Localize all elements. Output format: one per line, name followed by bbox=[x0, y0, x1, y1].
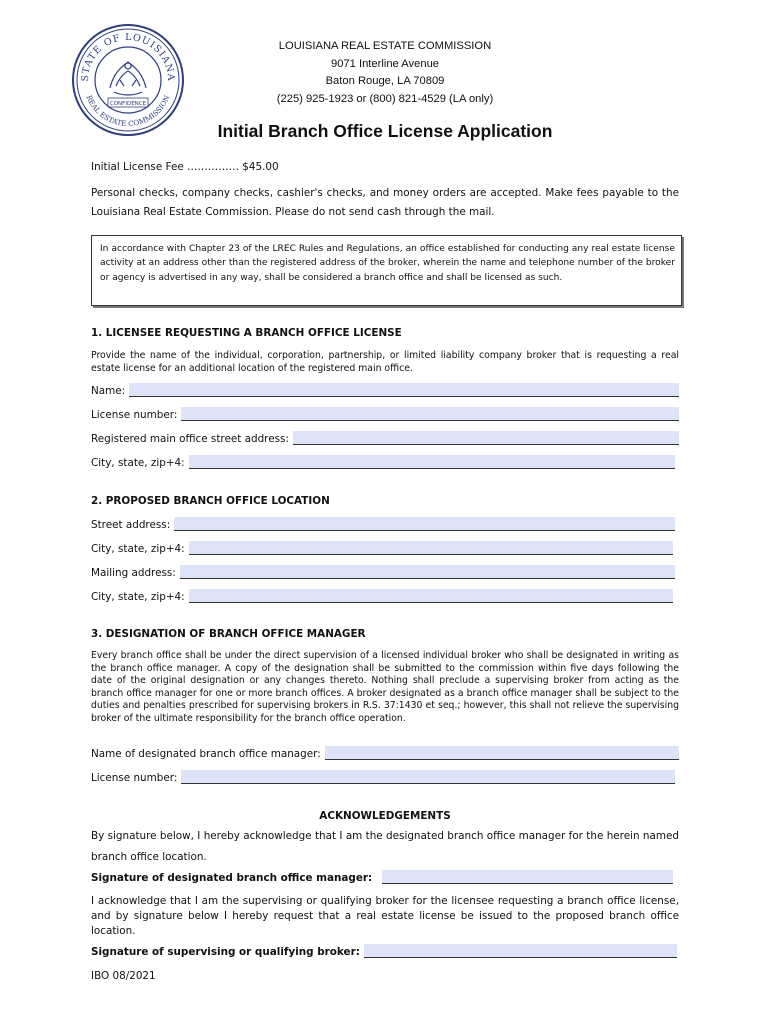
manager-name-field[interactable] bbox=[91, 746, 679, 760]
branch-city-input[interactable] bbox=[189, 541, 673, 555]
broker-signature-field[interactable] bbox=[91, 944, 677, 958]
svg-text:STATE OF LOUISIANA bbox=[80, 32, 176, 82]
section1-heading: 1. LICENSEE REQUESTING A BRANCH OFFICE LICENSE bbox=[91, 327, 402, 339]
branch-office-notice: In accordance with Chapter 23 of the LREC Rules and Regulations, an office established for conducting any real estate license activity at an address other than the registered address of the broker, wherein the name and telephone number of the broker or agency is advertised in any way, shall be considered a branch office and shall be licensed as such. bbox=[91, 235, 682, 306]
branch-street-field[interactable] bbox=[91, 517, 675, 531]
acknowledgements-heading: ACKNOWLEDGEMENTS bbox=[319, 810, 451, 822]
manager-signature-field[interactable] bbox=[91, 870, 673, 884]
pelican-icon bbox=[110, 62, 146, 95]
main-office-address-field[interactable] bbox=[91, 431, 679, 445]
org-name: LOUISIANA REAL ESTATE COMMISSION bbox=[278, 40, 492, 52]
section3-description: Every branch office shall be under the direct supervision of a licensed individual broker who shall be designated in writing as the branch office manager. A copy of the designation shall be submitted to the commission within five days following the date of the original designation or any changes thereto. Nothing shall preclude a supervising broker from acting as the branch office manager for one or more branch offices. A broker designated as a branch office manager shall be subject to the duties and penalties prescribed for supervising brokers in R.S. 37:1430 et seq.; however, this shall not relieve the supervising broker of the ultimate responsibility for the branch office operation. bbox=[91, 650, 679, 724]
manager-name-input[interactable] bbox=[325, 746, 679, 760]
licensee-license-number-input[interactable] bbox=[181, 407, 679, 421]
payment-note: Personal checks, company checks, cashier's checks, and money orders are accepted. Make fees payable to the Louisiana Real Estate Commission. Please do not send cash through the mail. bbox=[91, 187, 679, 218]
branch-mailing-input[interactable] bbox=[180, 565, 675, 579]
field-label: Street address: bbox=[91, 519, 171, 531]
manager-acknowledgement: By signature below, I hereby acknowledge that I am the designated branch office manager for the herein named branch office location. bbox=[91, 830, 679, 863]
field-label: Name: bbox=[91, 385, 126, 397]
branch-mailing-field[interactable] bbox=[91, 565, 675, 579]
section2-heading: 2. PROPOSED BRANCH OFFICE LOCATION bbox=[91, 495, 330, 507]
field-label: Signature of designated branch office manager: bbox=[91, 872, 373, 884]
branch-mailing-city-field[interactable] bbox=[91, 589, 673, 603]
field-label: City, state, zip+4: bbox=[91, 457, 185, 469]
main-office-city-field[interactable] bbox=[91, 455, 675, 469]
main-office-city-input[interactable] bbox=[189, 455, 675, 469]
branch-mailing-city-input[interactable] bbox=[189, 589, 673, 603]
broker-acknowledgement: I acknowledge that I am the supervising or qualifying broker for the licensee requesting a branch office license, and by signature below I hereby request that a real estate license be issued to the proposed branch office location. bbox=[91, 895, 679, 937]
field-label: License number: bbox=[91, 772, 178, 784]
address-line-2: Baton Rouge, LA 70809 bbox=[325, 75, 445, 87]
licensee-license-number-field[interactable] bbox=[91, 407, 679, 421]
manager-signature-input[interactable] bbox=[382, 870, 673, 884]
field-label: Mailing address: bbox=[91, 567, 176, 579]
field-label: License number: bbox=[91, 409, 178, 421]
licensee-name-field[interactable] bbox=[91, 383, 679, 397]
section3-heading: 3. DESIGNATION OF BRANCH OFFICE MANAGER bbox=[91, 628, 366, 640]
main-office-address-input[interactable] bbox=[293, 431, 679, 445]
field-label: Registered main office street address: bbox=[91, 433, 289, 445]
letterhead bbox=[190, 38, 580, 108]
licensee-name-input[interactable] bbox=[129, 383, 679, 397]
seal-motto: CONFIDENCE bbox=[109, 101, 147, 107]
field-label: City, state, zip+4: bbox=[91, 591, 185, 603]
seal-top-text: STATE OF LOUISIANA bbox=[79, 31, 177, 82]
field-label: Signature of supervising or qualifying broker: bbox=[91, 946, 360, 958]
field-label: Name of designated branch office manager: bbox=[91, 748, 321, 760]
form-code: IBO 08/2021 bbox=[91, 970, 156, 982]
branch-city-field[interactable] bbox=[91, 541, 673, 555]
address-line-1: 9071 Interline Avenue bbox=[330, 57, 440, 70]
seal-bottom-text: REAL ESTATE COMMISSION bbox=[84, 93, 172, 129]
manager-license-field[interactable] bbox=[91, 770, 675, 784]
phone-line: (225) 925-1923 or (800) 821-4529 (LA only) bbox=[276, 92, 494, 105]
manager-license-input[interactable] bbox=[181, 770, 675, 784]
page-title: Initial Branch Office License Application bbox=[217, 121, 553, 141]
section1-description: Provide the name of the individual, corporation, partnership, or limited liability company broker that is requesting a real estate license for an additional location of the registered main office. bbox=[91, 350, 679, 374]
fee-line: Initial License Fee …………… $45.00 bbox=[91, 161, 279, 173]
broker-signature-input[interactable] bbox=[364, 944, 677, 958]
branch-street-input[interactable] bbox=[174, 517, 675, 531]
field-label: City, state, zip+4: bbox=[91, 543, 185, 555]
